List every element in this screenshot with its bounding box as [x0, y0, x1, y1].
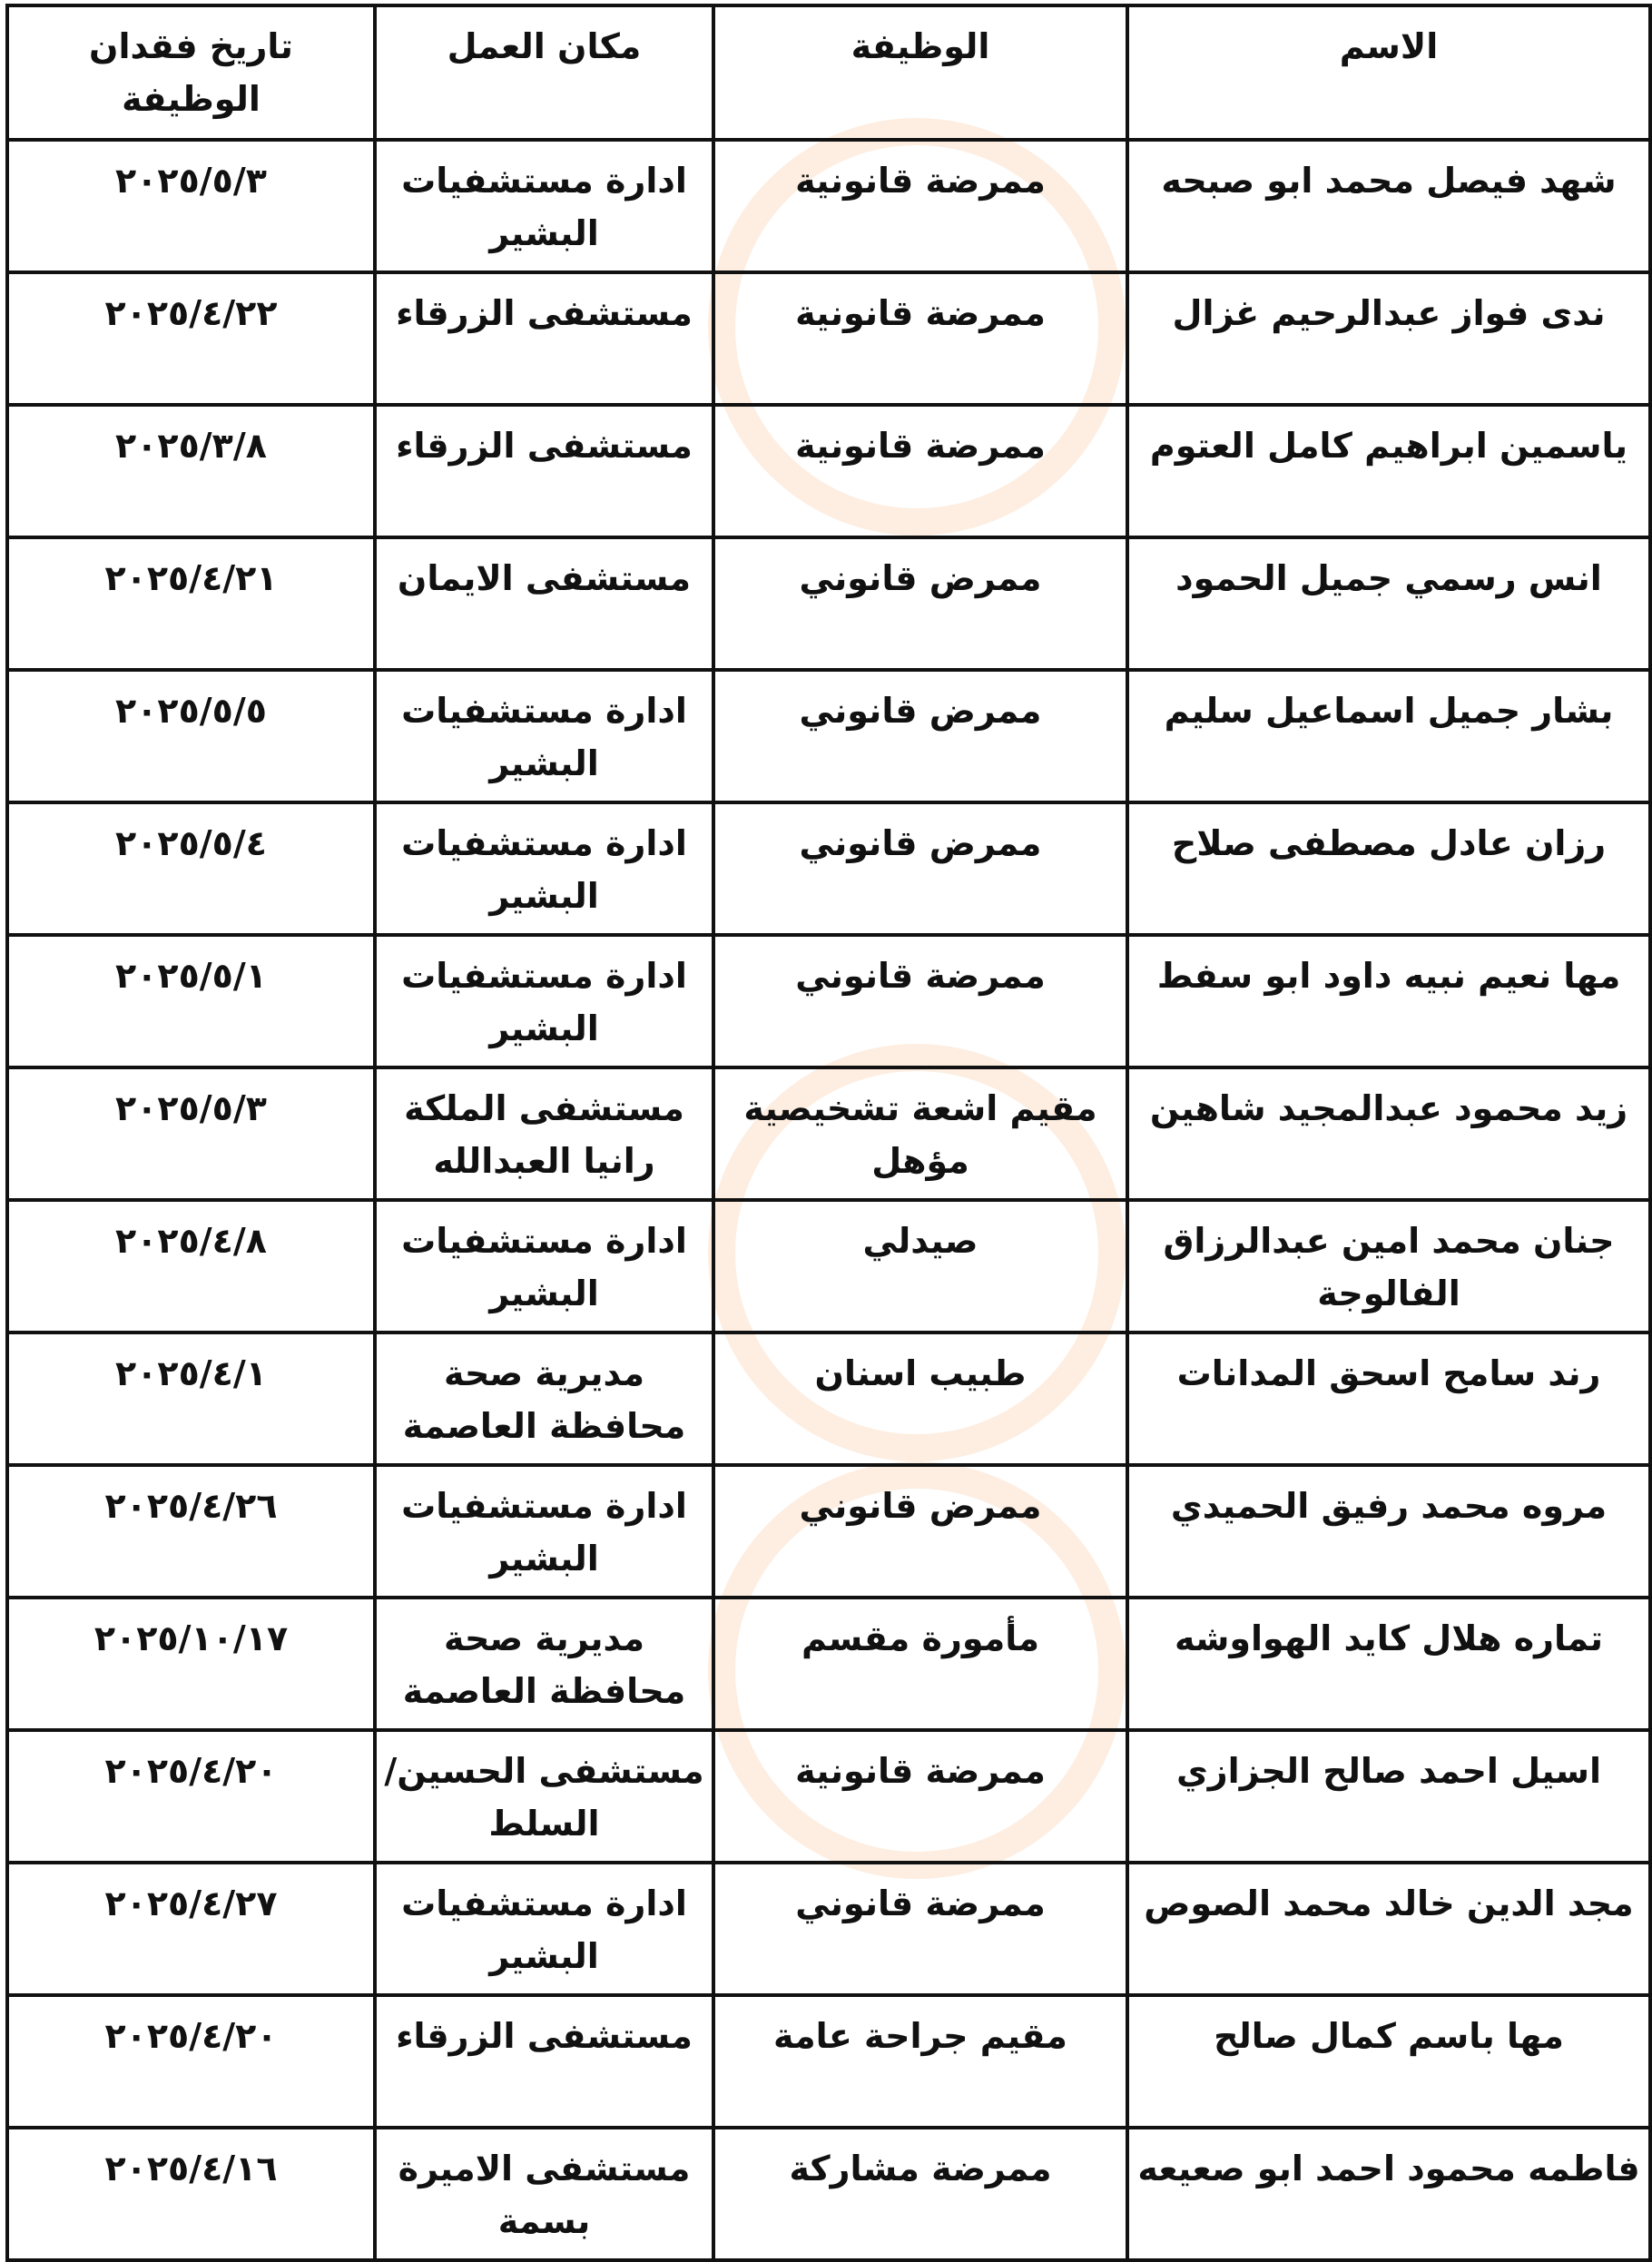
cell-date	[7, 2128, 375, 2260]
table-row	[7, 1333, 1650, 1465]
table-row	[7, 1200, 1650, 1333]
cell-name: فاطمه محمود احمد ابو صعيعه	[1127, 2128, 1650, 2260]
cell-name: رزان عادل مصطفى صلاح	[1127, 802, 1650, 935]
cell-date	[7, 1333, 375, 1465]
cell-name: تماره هلال كايد الهواوشه	[1127, 1598, 1650, 1730]
lost-jobs-table	[5, 4, 1652, 2262]
date-text: ٢٠٢٥/٤/٢٠	[104, 2016, 278, 2056]
table-row	[7, 1465, 1650, 1598]
cell-name: بشار جميل اسماعيل سليم	[1127, 670, 1650, 802]
table-row	[7, 935, 1650, 1067]
cell-date	[7, 405, 375, 537]
cell-date	[7, 1200, 375, 1333]
table-row	[7, 1730, 1650, 1863]
cell-workplace: ادارة مستشفيات البشير	[375, 1465, 713, 1598]
date-text: ٢٠٢٥/٥/٣	[115, 1088, 267, 1128]
header-workplace: مكان العمل	[375, 5, 713, 140]
cell-name: شهد فيصل محمد ابو صبحه	[1127, 140, 1650, 272]
cell-job: ممرضة قانونية	[713, 140, 1127, 272]
cell-name: مها نعيم نبيه داود ابو سفط	[1127, 935, 1650, 1067]
date-text: ٢٠٢٥/٤/٢٠	[104, 1751, 278, 1791]
cell-workplace: ادارة مستشفيات البشير	[375, 802, 713, 935]
date-text: ٢٠٢٥/٤/٢٢	[104, 293, 278, 333]
cell-job: ممرض قانوني	[713, 802, 1127, 935]
date-text: ٢٠٢٥/٤/٢٦	[104, 1486, 278, 1526]
table-body	[7, 140, 1650, 2260]
cell-workplace: مستشفى الزرقاء	[375, 405, 713, 537]
table-row	[7, 405, 1650, 537]
cell-date	[7, 1730, 375, 1863]
cell-job: مقيم اشعة تشخيصية مؤهل	[713, 1067, 1127, 1200]
table-row	[7, 140, 1650, 272]
header-date: تاريخ فقدان الوظيفة	[7, 5, 375, 140]
cell-workplace: ادارة مستشفيات البشير	[375, 1863, 713, 1995]
cell-job: مقيم جراحة عامة	[713, 1995, 1127, 2128]
table-row	[7, 1863, 1650, 1995]
cell-name: زيد محمود عبدالمجيد شاهين	[1127, 1067, 1650, 1200]
date-text: ٢٠٢٥/٥/٥	[115, 691, 267, 731]
cell-date	[7, 272, 375, 405]
table-row	[7, 670, 1650, 802]
cell-workplace: مستشفى الملكة رانيا العبدالله	[375, 1067, 713, 1200]
cell-job: ممرض قانوني	[713, 537, 1127, 670]
cell-job: مأمورة مقسم	[713, 1598, 1127, 1730]
cell-workplace: مستشفى الايمان	[375, 537, 713, 670]
cell-workplace: مستشفى الزرقاء	[375, 1995, 713, 2128]
cell-workplace: مستشفى الاميرة بسمة	[375, 2128, 713, 2260]
date-text: ٢٠٢٥/١٠/١٧	[93, 1618, 289, 1658]
cell-date	[7, 670, 375, 802]
header-name: الاسم	[1127, 5, 1650, 140]
cell-workplace: مديرية صحة محافظة العاصمة	[375, 1333, 713, 1465]
cell-name: اسيل احمد صالح الجزازي	[1127, 1730, 1650, 1863]
cell-job: ممرضة قانوني	[713, 935, 1127, 1067]
cell-date	[7, 935, 375, 1067]
cell-date	[7, 1465, 375, 1598]
date-text: ٢٠٢٥/٥/٤	[115, 823, 267, 863]
cell-name: جنان محمد امين عبدالرزاق الفالوجة	[1127, 1200, 1650, 1333]
date-text: ٢٠٢٥/٤/١٦	[104, 2149, 278, 2188]
cell-job: ممرضة قانونية	[713, 405, 1127, 537]
cell-job: ممرض قانوني	[713, 1465, 1127, 1598]
cell-job: ممرض قانوني	[713, 670, 1127, 802]
cell-name: مها باسم كمال صالح	[1127, 1995, 1650, 2128]
cell-name: ياسمين ابراهيم كامل العتوم	[1127, 405, 1650, 537]
cell-workplace: مستشفى الزرقاء	[375, 272, 713, 405]
table-row	[7, 537, 1650, 670]
date-text: ٢٠٢٥/٤/٢١	[104, 558, 278, 598]
table-row	[7, 2128, 1650, 2260]
cell-name: مجد الدين خالد محمد الصوص	[1127, 1863, 1650, 1995]
date-text: ٢٠٢٥/٤/٨	[115, 1221, 267, 1261]
table-row	[7, 802, 1650, 935]
cell-job: طبيب اسنان	[713, 1333, 1127, 1465]
cell-date	[7, 1598, 375, 1730]
cell-name: انس رسمي جميل الحمود	[1127, 537, 1650, 670]
date-text: ٢٠٢٥/٣/٨	[115, 426, 267, 466]
cell-workplace: ادارة مستشفيات البشير	[375, 140, 713, 272]
date-text: ٢٠٢٥/٤/١	[115, 1353, 267, 1393]
cell-job: ممرضة قانونية	[713, 1730, 1127, 1863]
cell-workplace: ادارة مستشفيات البشير	[375, 1200, 713, 1333]
cell-date	[7, 537, 375, 670]
date-text: ٢٠٢٥/٥/١	[115, 956, 267, 996]
cell-workplace: مستشفى الحسين/ السلط	[375, 1730, 713, 1863]
table-row	[7, 1067, 1650, 1200]
table-row	[7, 1995, 1650, 2128]
cell-job: صيدلي	[713, 1200, 1127, 1333]
cell-name: ندى فواز عبدالرحيم غزال	[1127, 272, 1650, 405]
cell-date	[7, 1995, 375, 2128]
cell-date	[7, 1863, 375, 1995]
cell-date	[7, 140, 375, 272]
cell-workplace: ادارة مستشفيات البشير	[375, 670, 713, 802]
cell-workplace: مديرية صحة محافظة العاصمة	[375, 1598, 713, 1730]
table-row	[7, 272, 1650, 405]
cell-date	[7, 1067, 375, 1200]
header-job: الوظيفة	[713, 5, 1127, 140]
cell-name: مروه محمد رفيق الحميدي	[1127, 1465, 1650, 1598]
date-text: ٢٠٢٥/٥/٣	[115, 161, 267, 201]
table-row	[7, 1598, 1650, 1730]
cell-workplace: ادارة مستشفيات البشير	[375, 935, 713, 1067]
table-header-row	[7, 5, 1650, 140]
cell-job: ممرضة مشاركة	[713, 2128, 1127, 2260]
cell-name: رند سامح اسحق المدانات	[1127, 1333, 1650, 1465]
cell-job: ممرضة قانونية	[713, 272, 1127, 405]
date-text: ٢٠٢٥/٤/٢٧	[104, 1883, 278, 1923]
cell-job: ممرضة قانوني	[713, 1863, 1127, 1995]
cell-date	[7, 802, 375, 935]
